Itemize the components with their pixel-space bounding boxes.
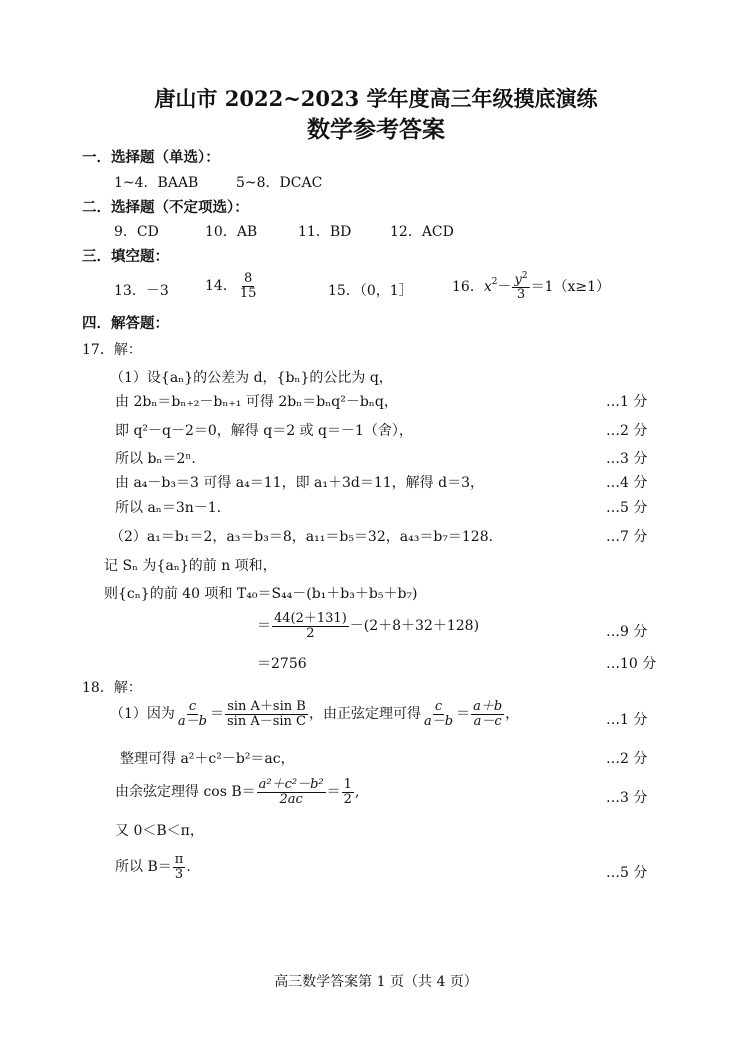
answer-10: 10．AB (205, 224, 258, 240)
q17-line-9: 则{cₙ}的前 40 项和 T₄₀＝S₄₄－(b₁＋b₃＋b₅＋b₇) (104, 586, 418, 602)
answer-13: 13．－3 (114, 283, 169, 299)
section-4-heading: 四．解答题： (82, 315, 169, 332)
answer-5-8: 5~8．DCAC (236, 175, 323, 191)
q18-line-1: （1）因为 $\frac{c}{a-b}$ ＝ $\frac{\text{sin A＋sin B}}{\text{sin A－sin C}}$ ，由正弦定理可得 $\frac{c}{a-b}$ ＝ $\frac{a+b}{a-c}$ ， (110, 699, 520, 729)
q18-line-3: 由余弦定理得 cos B＝ $\frac{\text{a²＋c²－b²}}{2ac}$ ＝ $\frac{1}{2}$ , (115, 777, 360, 807)
section-1-heading: 一．选择题（单选）： (82, 149, 220, 166)
q18-label: 18．解： (82, 680, 142, 696)
q18-score-5: …5 分 (606, 865, 648, 881)
q17-score-9: …9 分 (606, 624, 648, 640)
answer-14: 14． $\frac{8}{15}$ (205, 271, 257, 301)
q18-score-1: …1 分 (606, 712, 648, 728)
q18-line-2: 整理可得 a²＋c²－b²＝ac， (120, 751, 295, 767)
q17-line-2: 由 2bₙ＝bₙ₊₂－bₙ₊₁ 可得 2bₙ＝bₙq²－bₙq， (115, 394, 398, 410)
page-footer: 高三数学答案第 1 页（共 4 页） (274, 974, 478, 990)
q17-label: 17．解： (82, 342, 142, 358)
page-title: 唐山市 2022~2023 学年度高三年级摸底演练 (154, 86, 598, 111)
answer-12: 12．ACD (390, 224, 454, 240)
q17-score-1: …1 分 (606, 394, 648, 410)
q18-score-3: …3 分 (606, 790, 648, 806)
answer-15: 15．（0，1］ (328, 283, 413, 299)
section-3-heading: 三．填空题： (82, 248, 169, 265)
answer-11: 11．BD (298, 224, 352, 240)
q17-line-4: 所以 bₙ＝2ⁿ. (115, 451, 196, 467)
q17-score-3: …3 分 (606, 451, 648, 467)
q17-score-5: …5 分 (606, 500, 648, 516)
q17-line-10: ＝ $\frac{44(2+131)}{2}$ －(2＋8＋32＋128) (257, 611, 480, 641)
answer-1-4: 1~4．BAAB (114, 175, 199, 191)
q17-score-2: …2 分 (606, 423, 648, 439)
section-2-heading: 二．选择题（不定项选）： (82, 199, 249, 216)
page-subtitle: 数学参考答案 (307, 116, 445, 143)
q17-score-7: …7 分 (606, 529, 648, 545)
answer-9: 9．CD (114, 224, 159, 240)
q17-line-8: 记 Sₙ 为{aₙ}的前 n 项和， (104, 558, 277, 574)
q17-line-5: 由 a₄－b₃＝3 可得 a₄＝11，即 a₁＋3d＝11，解得 d＝3， (115, 475, 484, 491)
answer-16: 16． x $^2$ － $\frac{y^2}{3}$ ＝1（x≥1） (452, 271, 611, 302)
q17-line-7: （2）a₁＝b₁＝2，a₃＝b₃＝8，a₁₁＝b₅＝32，a₄₃＝b₇＝128. (110, 529, 494, 545)
q18-line-5: 所以 B＝ $\frac{\pi}{3}$ . (115, 852, 191, 882)
q17-line-6: 所以 aₙ＝3n－1. (115, 500, 222, 516)
q17-line-11: ＝2756 (257, 656, 307, 672)
q18-line-4: 又 0＜B＜π， (115, 823, 204, 839)
q17-line-3: 即 q²－q－2＝0，解得 q＝2 或 q＝－1（舍）， (115, 423, 413, 439)
q17-score-10: …10 分 (606, 656, 657, 672)
q17-score-4: …4 分 (606, 475, 648, 491)
q17-line-1: （1）设{aₙ}的公差为 d，{bₙ}的公比为 q， (110, 370, 393, 386)
answer-14-fraction: $\frac{8}{15}$ (239, 271, 257, 301)
q18-score-2: …2 分 (606, 751, 648, 767)
